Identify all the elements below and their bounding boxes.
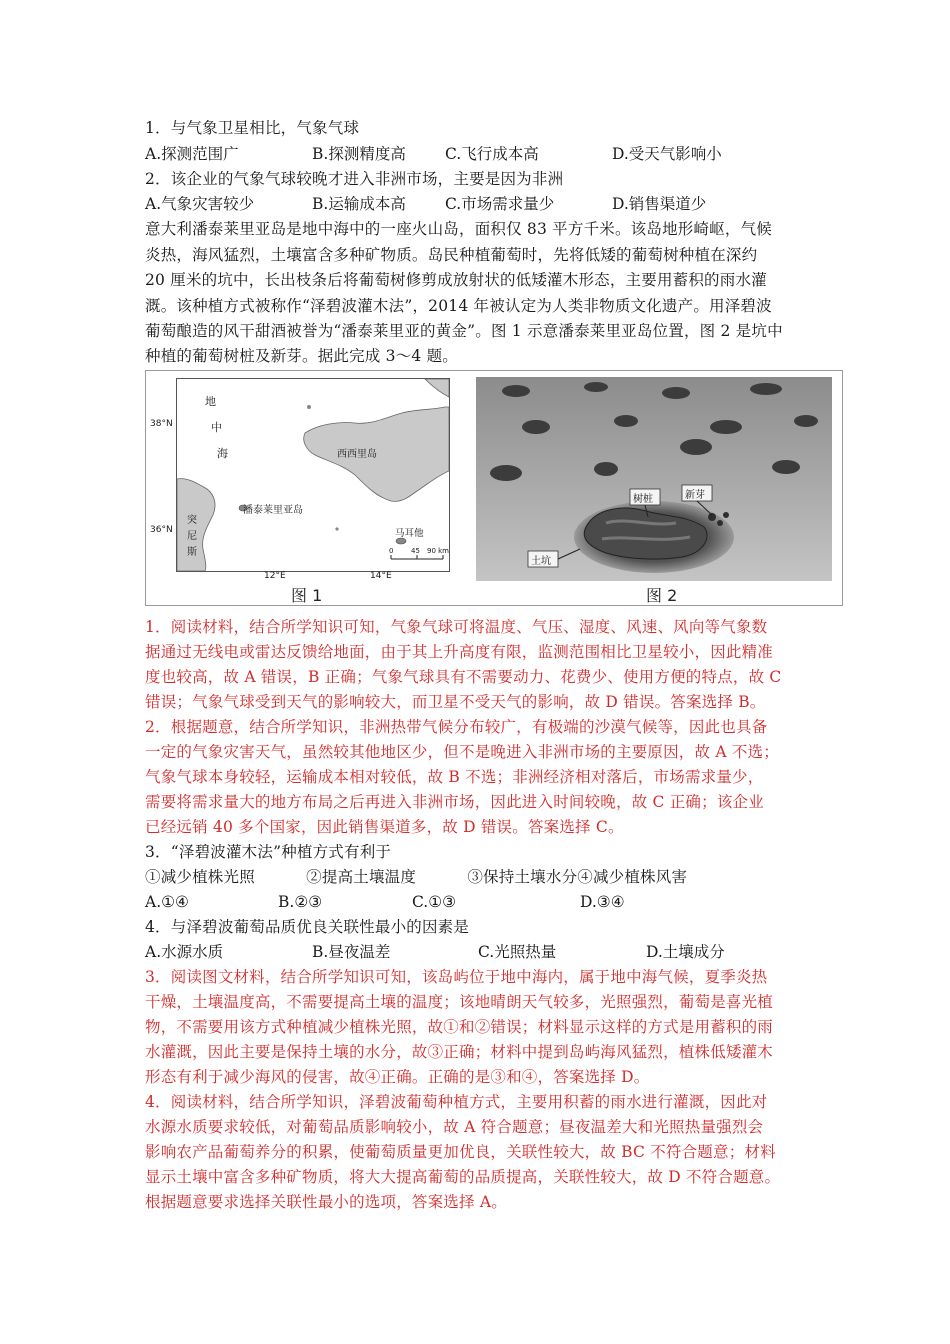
q1-option-b: B.探测精度高 [312, 145, 406, 163]
map-svg [177, 379, 449, 571]
q1-option-c: C.飞行成本高 [445, 145, 539, 163]
photo-label-stump: 树桩 [633, 494, 653, 505]
map-scale-0: 0 [389, 547, 394, 555]
answer-line: 4．阅读材料，结合所学知识，泽碧波葡萄种植方式，主要用积蓄的雨水进行灌溉，因此对 [145, 1093, 768, 1111]
map-label-pantelleria: 潘泰莱里亚岛 [243, 505, 303, 516]
answer-line: 气象气球本身较轻，运输成本相对较低，故 B 不选；非洲经济相对落后，市场需求量少， [145, 768, 764, 786]
passage-line: 葡萄酿造的风干甜酒被誉为“潘泰莱里亚的黄金”。图 1 示意潘泰莱里亚岛位置，图 2 是坑中 [145, 322, 783, 340]
answer-line: 错误；气象气球受到天气的影响较大，而卫星不受天气的影响，故 D 错误。答案选择 B。 [145, 693, 766, 711]
figure-box [145, 370, 843, 606]
passage-line: 种植的葡萄树桩及新芽。据此完成 3～4 题。 [145, 347, 458, 365]
map-label-sicily: 西西里岛 [337, 449, 377, 460]
answer-line: 2．根据题意，结合所学知识，非洲热带气候分布较广，有极端的沙漠气候等，因此也具备 [145, 718, 768, 736]
answer-line: 一定的气象灾害天气，虽然较其他地区少，但不是晚进入非洲市场的主要原因，故 A 不选； [145, 743, 779, 761]
q3-option-d: D.③④ [580, 893, 625, 911]
answer-line: 3．阅读图文材料，结合所学知识可知，该岛屿位于地中海内，属于地中海气候，夏季炎热 [145, 968, 768, 986]
map-lon-12: 12°E [264, 571, 286, 581]
map-label-tunisia-1: 突 [187, 515, 197, 526]
map-lat-36: 36°N [150, 525, 173, 535]
map-label-sea-3: 海 [217, 447, 228, 460]
q3-option-b: B.②③ [278, 893, 323, 911]
map-scale-45: 45 [411, 547, 420, 555]
italy-shape [425, 379, 449, 397]
answer-line: 据通过无线电或雷达反馈给地面，由于其上升高度有限，监测范围相比卫星较小，因此精准 [145, 643, 774, 661]
figure-2-caption: 图 2 [646, 586, 678, 605]
passage-line: 溉。该种植方式被称作“泽碧波灌木法”，2014 年被认定为人类非物质文化遗产。用泽碧波 [145, 297, 772, 315]
q4-option-a: A.水源水质 [145, 943, 224, 961]
map-lat-38: 38°N [150, 419, 173, 429]
answer-line: 度也较高，故 A 错误，B 正确；气象气球具有不需要动力、花费少、使用方便的特点，故 C [145, 668, 782, 686]
q3-choices: ①减少植株光照 ②提高土壤温度 ③保持土壤水分④减少植株风害 [145, 868, 688, 886]
photo-svg [476, 377, 832, 581]
figure-1-caption: 图 1 [291, 586, 323, 605]
q2-option-b: B.运输成本高 [312, 195, 406, 213]
question-2-stem: 2．该企业的气象气球较晚才进入非洲市场，主要是因为非洲 [145, 170, 564, 188]
question-4-stem: 4．与泽碧波葡萄品质优良关联性最小的因素是 [145, 918, 470, 936]
answer-line: 干燥，土壤温度高，不需要提高土壤的温度；该地晴朗天气较多，光照强烈，葡萄是喜光植 [145, 993, 774, 1011]
answer-line: 根据题意要求选择关联性最小的选项，答案选择 A。 [145, 1193, 507, 1211]
answer-line: 已经远销 40 多个国家，因此销售渠道多，故 D 错误。答案选择 C。 [145, 818, 624, 836]
passage-line: 炎热，海风猛烈，土壤富含多种矿物质。岛民种植葡萄时，先将低矮的葡萄树种植在深约 [145, 246, 758, 264]
answer-line: 形态有利于减少海风的侵害，故④正确。正确的是③和④，答案选择 D。 [145, 1068, 650, 1086]
q2-option-a: A.气象灾害较少 [145, 195, 255, 213]
passage-line: 20 厘米的坑中，长出枝条后将葡萄树修剪成放射状的低矮灌木形态，主要用蓄积的雨水灌 [145, 271, 767, 289]
answer-line: 显示土壤中富含多种矿物质，将大大提高葡萄的品质提高，关联性较大，故 D 不符合题意。 [145, 1168, 781, 1186]
q4-option-b: B.昼夜温差 [312, 943, 391, 961]
answer-line: 需要将需求量大的地方布局之后再进入非洲市场，因此进入时间较晚，故 C 正确；该企业 [145, 793, 764, 811]
map-label-tunisia-3: 斯 [187, 547, 197, 558]
passage-line: 意大利潘泰莱里亚岛是地中海中的一座火山岛，面积仅 83 平方千米。该岛地形崎岖，气候 [145, 220, 772, 238]
question-1-stem: 1．与气象卫星相比，气象气球 [145, 119, 360, 137]
map-scale-90: 90 km [427, 547, 450, 555]
photo-figure-2 [476, 377, 832, 581]
photo-label-pit: 土坑 [531, 556, 551, 567]
answer-line: 物，不需要用该方式种植减少植株光照，故①和②错误；材料显示这样的方式是用蓄积的雨 [145, 1018, 774, 1036]
map-lon-14: 14°E [370, 571, 392, 581]
q3-option-c: C.①③ [412, 893, 457, 911]
map-label-sea-1: 地 [205, 395, 216, 408]
answer-line: 水源水质要求较低，对葡萄品质影响较小，故 A 符合题意；昼夜温差大和光照热量强烈会 [145, 1118, 764, 1136]
question-3-stem: 3．“泽碧波灌木法”种植方式有利于 [145, 843, 392, 861]
q3-option-a: A.①④ [145, 893, 189, 911]
answer-line: 影响农产品葡萄养分的积累，使葡萄质量更加优良，关联性较大，故 BC 不符合题意；材料 [145, 1143, 776, 1161]
q2-option-d: D.销售渠道少 [612, 195, 707, 213]
map-label-malta: 马耳他 [395, 528, 424, 539]
answer-line: 1．阅读材料，结合所学知识可知，气象气球可将温度、气压、湿度、风速、风向等气象数 [145, 618, 768, 636]
island-dot [307, 405, 311, 409]
q2-option-c: C.市场需求量少 [445, 195, 555, 213]
q4-option-d: D.土壤成分 [646, 943, 725, 961]
photo-label-bud: 新芽 [685, 490, 705, 501]
q1-option-d: D.受天气影响小 [612, 145, 722, 163]
map-label-tunisia-2: 尼 [187, 531, 197, 542]
q4-option-c: C.光照热量 [478, 943, 557, 961]
answer-line: 水灌溉，因此主要是保持土壤的水分，故③正确；材料中提到岛屿海风猛烈，植株低矮灌木 [145, 1043, 774, 1061]
q1-option-a: A.探测范围广 [145, 145, 239, 163]
map-figure-1 [176, 378, 450, 572]
island-dot [335, 527, 338, 530]
map-label-sea-2: 中 [211, 421, 222, 434]
